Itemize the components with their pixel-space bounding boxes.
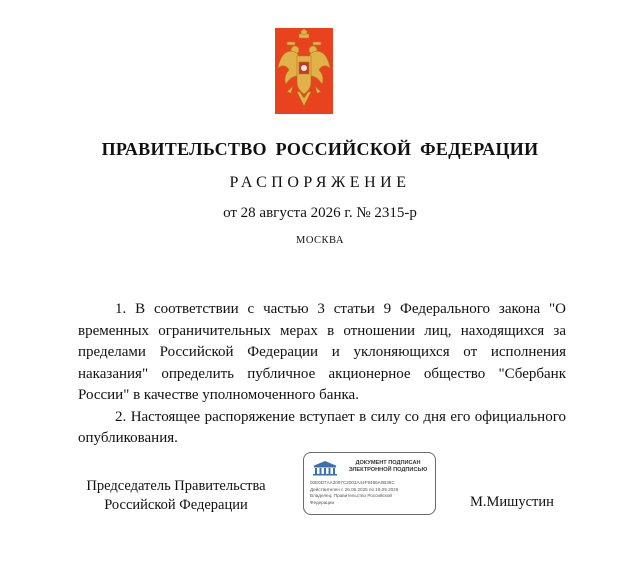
stamp-title bbox=[342, 460, 434, 474]
government-building-icon bbox=[310, 460, 340, 476]
document-city: МОСКВА bbox=[296, 235, 344, 246]
document-body bbox=[78, 299, 566, 450]
stamp-owner-line-1: Владелец: Правительство Российской bbox=[310, 493, 392, 499]
position-line-1: Председатель Правительства bbox=[86, 478, 266, 494]
position-line-2: Российской Федерации bbox=[104, 497, 248, 513]
stamp-title-line-1: ДОКУМЕНТ ПОДПИСАН bbox=[355, 460, 421, 466]
paragraph-1: 1. В соответствии с частью 3 статьи 9 Федерального закона "О временных ограничительных мерах в отношении лиц, находящихся за пределами Российской Федерации и уклоняющихся от исполнения наказания" определить публичное акционерное общество "Сбербанк России" в качестве уполномоченного банка. bbox=[78, 301, 566, 403]
stamp-certificate: 00E0D7AA2097C2003A44F9486A0B38C bbox=[310, 480, 395, 485]
government-title: ПРАВИТЕЛЬСТВО РОССИЙСКОЙ ФЕДЕРАЦИИ bbox=[101, 139, 539, 159]
electronic-signature-stamp bbox=[303, 452, 436, 515]
signatory-position bbox=[76, 477, 276, 515]
document-type: РАСПОРЯЖЕНИЕ bbox=[229, 174, 411, 191]
document-date-number: от 28 августа 2026 г. № 2315-р bbox=[223, 205, 417, 221]
paragraph-2: 2. Настоящее распоряжение вступает в силу со дня его официального опубликования. bbox=[78, 408, 566, 446]
signatory-name: М.Мишустин bbox=[470, 494, 554, 510]
stamp-details bbox=[310, 480, 434, 506]
stamp-owner-line-2: Федерации bbox=[310, 499, 335, 505]
russian-coat-of-arms-icon bbox=[275, 28, 333, 114]
stamp-title-line-2: ЭЛЕКТРОННОЙ ПОДПИСЬЮ bbox=[348, 467, 428, 473]
stamp-validity: Действителен с 26.06.2025 по 19.09.2026 bbox=[310, 486, 399, 492]
